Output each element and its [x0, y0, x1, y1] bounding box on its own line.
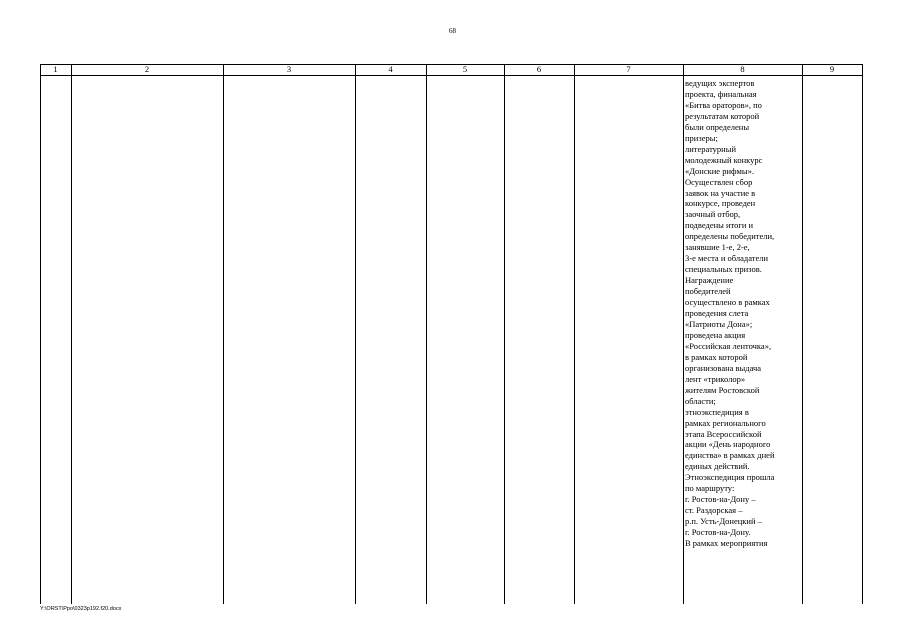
page-edge-mark: · — [861, 600, 863, 605]
text-line: 3-е места и обладатели — [685, 253, 769, 264]
column-header: 7 — [626, 64, 631, 74]
text-line: «Битва ораторов», по — [685, 99, 762, 110]
text-line: «Донские рифмы». — [685, 165, 754, 176]
text-line: ст. Раздорская – — [685, 505, 743, 516]
text-line: заочный отбор, — [685, 209, 741, 220]
text-line: р.п. Усть-Донецкий – — [685, 516, 762, 527]
text-line: акции «День народного — [685, 439, 771, 450]
text-line: призеры; — [685, 132, 718, 143]
text-line: результатам которой — [685, 110, 760, 121]
text-line: г. Ростов-на-Дону. — [685, 527, 751, 538]
text-line: г. Ростов-на-Дону – — [685, 494, 756, 505]
text-line: в рамках которой — [685, 351, 748, 362]
text-line: «Российская ленточка», — [685, 340, 772, 351]
column-border — [504, 64, 505, 604]
text-line: Этноэкспедиция прошла — [685, 472, 775, 483]
text-line: единых действий. — [685, 461, 750, 472]
text-line: Награждение — [685, 275, 734, 286]
text-line: области; — [685, 395, 716, 406]
column-border — [683, 64, 684, 604]
column-border — [802, 64, 803, 604]
text-line: В рамках мероприятия — [685, 538, 768, 549]
column-border — [426, 64, 427, 604]
column-border — [40, 64, 41, 604]
text-line: организована выдача — [685, 362, 762, 373]
text-line: были определены — [685, 121, 750, 132]
text-line: заявок на участие в — [685, 187, 756, 198]
text-line: жителям Ростовской — [685, 384, 760, 395]
text-line: лент «триколор» — [685, 373, 746, 384]
text-line: ведущих экспертов — [685, 78, 755, 88]
text-line: проведения слета — [685, 308, 749, 319]
text-line: этапа Всероссийской — [685, 428, 762, 439]
page-number: 68 — [449, 27, 456, 35]
text-line: занявшие 1-е, 2-е, — [685, 242, 750, 253]
column-border — [71, 64, 72, 604]
text-line: специальных призов. — [685, 264, 762, 275]
text-line: определены победители, — [685, 231, 775, 242]
text-line: рамках регионального — [685, 417, 766, 428]
column-header: 3 — [286, 64, 292, 74]
text-line: «Патриоты Дона»; — [685, 318, 753, 329]
column-border — [574, 64, 575, 604]
column-header: 9 — [829, 64, 835, 74]
column-border — [862, 64, 863, 604]
text-line: этноэкспедиция в — [685, 406, 749, 417]
column-8-cell-text — [685, 78, 801, 549]
column-border — [223, 64, 224, 604]
text-line: литературный — [685, 143, 736, 154]
column-header: 4 — [388, 64, 393, 74]
text-line: конкурсе, проведен — [685, 198, 756, 209]
header-bottom-border — [40, 75, 863, 76]
text-line: осуществлено в рамках — [685, 297, 770, 308]
text-line: Осуществлен сбор — [685, 176, 753, 187]
text-line: молодежный конкурс — [685, 154, 763, 165]
text-line: по маршруту: — [685, 483, 735, 494]
text-line: подведены итоги и — [685, 220, 754, 231]
text-line: проведена акция — [685, 329, 746, 340]
text-line: победителей — [685, 286, 731, 297]
column-header: 2 — [144, 64, 150, 74]
column-header: 6 — [536, 64, 542, 74]
text-line: проекта, финальная — [685, 88, 757, 99]
column-header: 5 — [462, 64, 468, 74]
column-border — [355, 64, 356, 604]
column-header: 1 — [53, 64, 58, 74]
footer-file-path: Y:\ORST\Ppo\0323p192.f20.docx — [40, 606, 122, 612]
text-line: единства» в рамках дней — [685, 450, 775, 461]
column-header: 8 — [740, 64, 745, 74]
